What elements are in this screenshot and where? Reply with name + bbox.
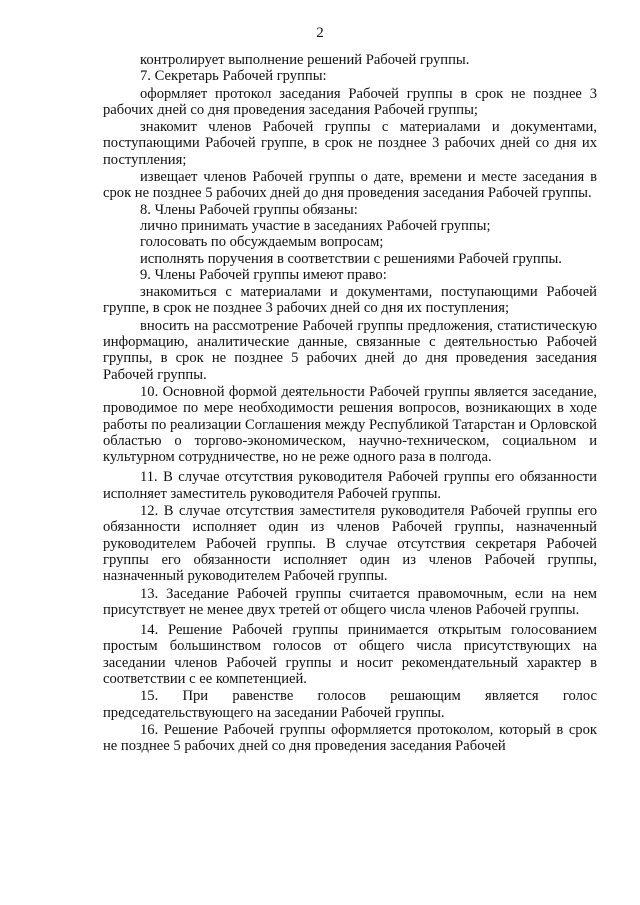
paragraph-17: 14. Решение Рабочей группы принимается открытым голосованием простым большинством голосов от общего числа присутствующих на заседании членов Рабочей группы и носит рекомендательный характер в соответствии с ее компетенцией. [103,622,597,687]
paragraph-11: знакомиться с материалами и документами, поступающими Рабочей группе, в срок не позднее 3 рабочих дней со дня их поступления; [103,284,597,317]
paragraph-1: контролирует выполнение решений Рабочей группы. [140,52,470,68]
paragraph-7: лично принимать участие в заседаниях Рабочей группы; [140,217,491,234]
paragraph-14: 11. В случае отсутствия руководителя Рабочей группы его обязанности исполняет заместитель руководителя Рабочей группы. [103,469,597,502]
paragraph-4: знакомит членов Рабочей группы с материалами и документами, поступающими Рабочей группе, в срок не позднее 3 рабочих дней со дня их поступления; [103,119,597,168]
paragraph-5: извещает членов Рабочей группы о дате, времени и месте заседания в срок не позднее 5 рабочих дней до дня проведения заседания Рабочей группы. [103,169,597,202]
paragraph-2: 7. Секретарь Рабочей группы: [140,68,327,85]
paragraph-10: 9. Члены Рабочей группы имеют право: [140,266,387,283]
paragraph-16: 13. Заседание Рабочей группы считается правомочным, если на нем присутствует не менее двух третей от общего числа членов Рабочей группы. [103,585,597,618]
paragraph-9: исполнять поручения в соответствии с решениями Рабочей группы. [140,250,562,267]
paragraph-12: вносить на рассмотрение Рабочей группы предложения, статистическую информацию, аналитические данные, связанные с деятельностью Рабочей группы, в срок не позднее 5 рабочих дней до дня проведения заседания Рабочей группы. [103,317,597,383]
paragraph-13: 10. Основной формой деятельности Рабочей группы является заседание, проводимое по мере необходимости решения вопросов, возникающих в ходе работы по реализации Соглашения между Республикой Татарстан и Орловской областью о торгово-экономическом, научно-техническом, социальном и культурном сотрудничестве, но не реже одного раза в полгода. [103,383,597,466]
document-body [103,52,597,754]
paragraph-19: 16. Решение Рабочей группы оформляется протоколом, который в срок не позднее 5 рабочих дней со дня проведения заседания Рабочей [103,721,597,755]
paragraph-8: голосовать по обсуждаемым вопросам; [140,234,384,251]
paragraph-3: оформляет протокол заседания Рабочей группы в срок не позднее 3 рабочих дней со дня проведения заседания Рабочей группы; [103,85,597,118]
paragraph-6: 8. Члены Рабочей группы обязаны: [140,201,358,218]
page-number: 2 [316,25,324,41]
paragraph-15: 12. В случае отсутствия заместителя руководителя Рабочей группы его обязанности исполняет один из членов Рабочей группы, назначенный руководителем Рабочей группы. В случае отсутствия секретаря Рабочей группы его обязанности исполняет один из членов Рабочей группы, назначенный руководителем Рабочей группы. [103,503,597,585]
paragraph-18: 15. При равенстве голосов решающим является голос председательствующего на заседании Рабочей группы. [103,688,597,721]
